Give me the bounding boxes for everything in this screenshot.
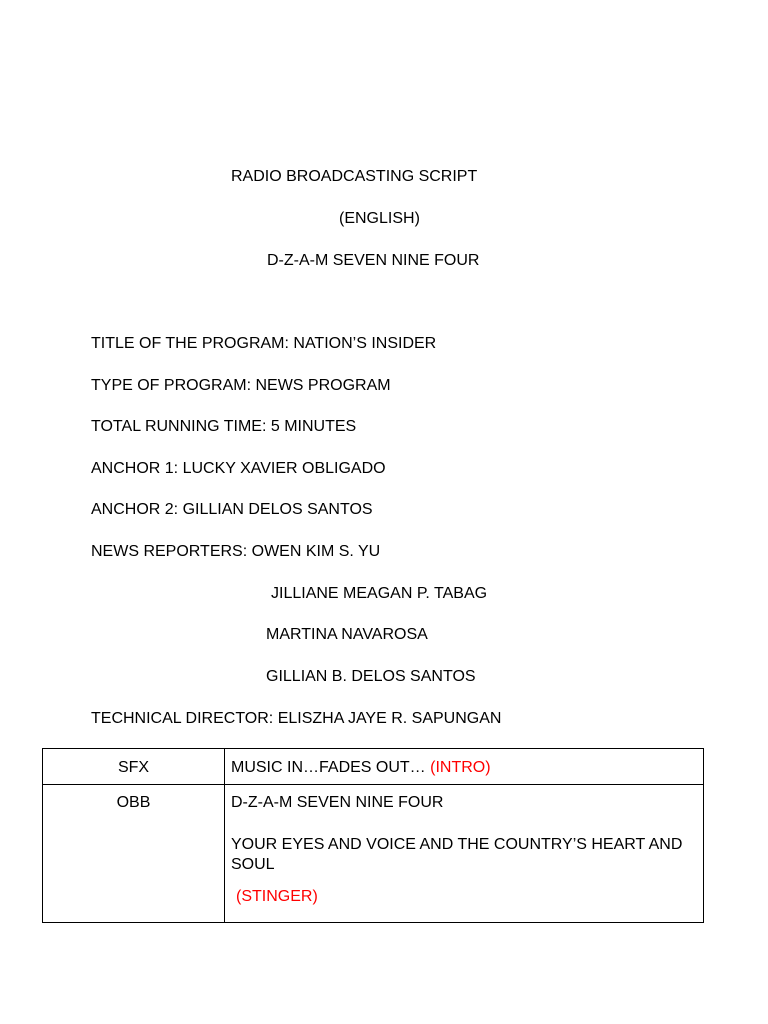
table-row [43,785,704,923]
cue-label: OBB [116,794,151,811]
reporter-name: GILLIAN B. DELOS SANTOS [266,668,476,685]
cue-label: SFX [117,759,150,776]
technical-director: TECHNICAL DIRECTOR: ELISZHA JAYE R. SAPUNGAN [91,710,502,727]
script-table [42,748,704,923]
table-row [43,749,704,785]
reporter-name: MARTINA NAVAROSA [266,626,428,643]
program-title: TITLE OF THE PROGRAM: NATION’S INSIDER [91,335,437,352]
cue-cell [43,749,225,785]
cue-note: (INTRO) [430,759,491,776]
script-language: (ENGLISH) [339,210,420,227]
content-cell [225,785,704,923]
station-name: D-Z-A-M SEVEN NINE FOUR [267,252,480,269]
cue-note: (STINGER) [236,888,318,905]
reporter-name: JILLIANE MEAGAN P. TABAG [271,585,488,602]
cue-cell [43,785,225,923]
content-cell [225,749,704,785]
running-time: TOTAL RUNNING TIME: 5 MINUTES [91,418,357,435]
script-title: RADIO BROADCASTING SCRIPT [231,168,478,185]
cue-text: MUSIC IN…FADES OUT… [231,759,431,776]
anchor-1: ANCHOR 1: LUCKY XAVIER OBLIGADO [91,460,386,477]
program-type: TYPE OF PROGRAM: NEWS PROGRAM [91,377,391,394]
anchor-2: ANCHOR 2: GILLIAN DELOS SANTOS [91,501,373,518]
cue-text: D-Z-A-M SEVEN NINE FOUR [231,794,444,811]
cue-text: YOUR EYES AND VOICE AND THE COUNTRY’S HEART AND SOUL [231,836,683,873]
news-reporters: NEWS REPORTERS: OWEN KIM S. YU [91,543,381,560]
